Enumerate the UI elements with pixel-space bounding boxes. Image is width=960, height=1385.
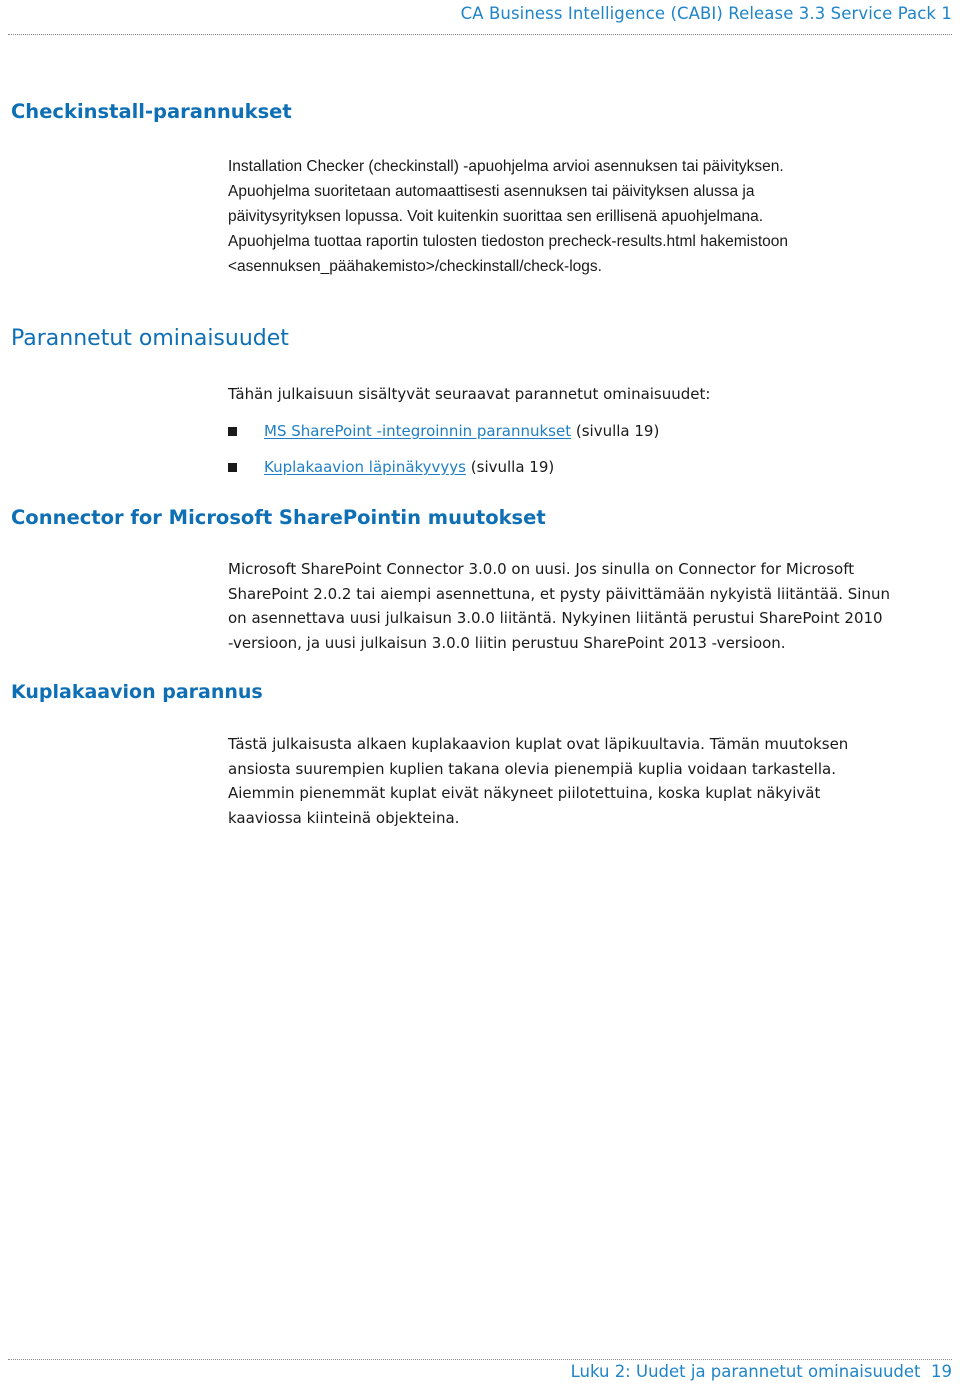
bubble-transparency-link[interactable]: Kuplakaavion läpinäkyvyys bbox=[264, 458, 467, 476]
bubble-line: Aiemmin pienemmät kuplat eivät näkyneet piilotettuina, koska kuplat näkyivät bbox=[228, 784, 821, 802]
header-divider bbox=[8, 34, 952, 35]
page-reference: (sivulla 19) bbox=[571, 422, 660, 440]
features-intro: Tähän julkaisuun sisältyvät seuraavat parannetut ominaisuudet: bbox=[228, 385, 711, 403]
checkinstall-heading: Checkinstall-parannukset bbox=[11, 100, 292, 123]
checkinstall-line: Installation Checker (checkinstall) -apuohjelma arvioi asennuksen tai päivityksen. bbox=[228, 158, 784, 175]
running-footer: Luku 2: Uudet ja parannetut ominaisuudet 19 bbox=[570, 1362, 952, 1381]
checkinstall-line: päivitysyrityksen lopussa. Voit kuitenkin suorittaa sen erillisenä apuohjelmana. bbox=[228, 208, 764, 225]
features-list bbox=[228, 419, 659, 491]
bubble-line: ansiosta suurempien kuplien takana olevia pienempiä kuplia voidaan tarkastella. bbox=[228, 759, 836, 778]
sharepoint-line: -versioon, ja uusi julkaisun 3.0.0 liitin perustuu SharePoint 2013 -versioon. bbox=[228, 633, 786, 652]
sharepoint-heading: Connector for Microsoft SharePointin muutokset bbox=[11, 506, 546, 529]
sharepoint-paragraph bbox=[228, 557, 948, 655]
sharepoint-line: SharePoint 2.0.2 tai aiempi asennettuna, et pysty päivittämään nykyistä liitäntää. Sinun bbox=[228, 584, 890, 603]
sharepoint-integration-link[interactable]: MS SharePoint -integroinnin parannukset bbox=[264, 422, 572, 440]
sharepoint-line: Microsoft SharePoint Connector 3.0.0 on uusi. Jos sinulla on Connector for Microsoft bbox=[228, 560, 855, 578]
checkinstall-paragraph bbox=[228, 154, 948, 279]
page-reference: (sivulla 19) bbox=[466, 458, 555, 476]
square-bullet-icon bbox=[228, 427, 237, 436]
checkinstall-line: <asennuksen_päähakemisto>/checkinstall/check-logs. bbox=[228, 258, 602, 275]
list-item bbox=[228, 455, 659, 491]
checkinstall-line: Apuohjelma suoritetaan automaattisesti asennuksen tai päivityksen alussa ja bbox=[228, 183, 755, 200]
checkinstall-line: Apuohjelma tuottaa raportin tulosten tiedoston precheck-results.html hakemistoon bbox=[228, 233, 789, 250]
sharepoint-line: on asennettava uusi julkaisun 3.0.0 liitäntä. Nykyinen liitäntä perustui SharePoint 2010 bbox=[228, 609, 883, 627]
bubble-line: Tästä julkaisusta alkaen kuplakaavion kuplat ovat läpikuultavia. Tämän muutoksen bbox=[228, 735, 849, 753]
bubble-line: kaaviossa kiinteinä objekteina. bbox=[228, 808, 460, 827]
running-header: CA Business Intelligence (CABI) Release 3.3 Service Pack 1 bbox=[460, 4, 952, 23]
footer-divider bbox=[8, 1359, 952, 1360]
square-bullet-icon bbox=[228, 463, 237, 472]
features-heading: Parannetut ominaisuudet bbox=[11, 326, 289, 351]
bubble-heading: Kuplakaavion parannus bbox=[11, 681, 263, 703]
list-item bbox=[228, 419, 659, 455]
bubble-paragraph bbox=[228, 732, 948, 830]
